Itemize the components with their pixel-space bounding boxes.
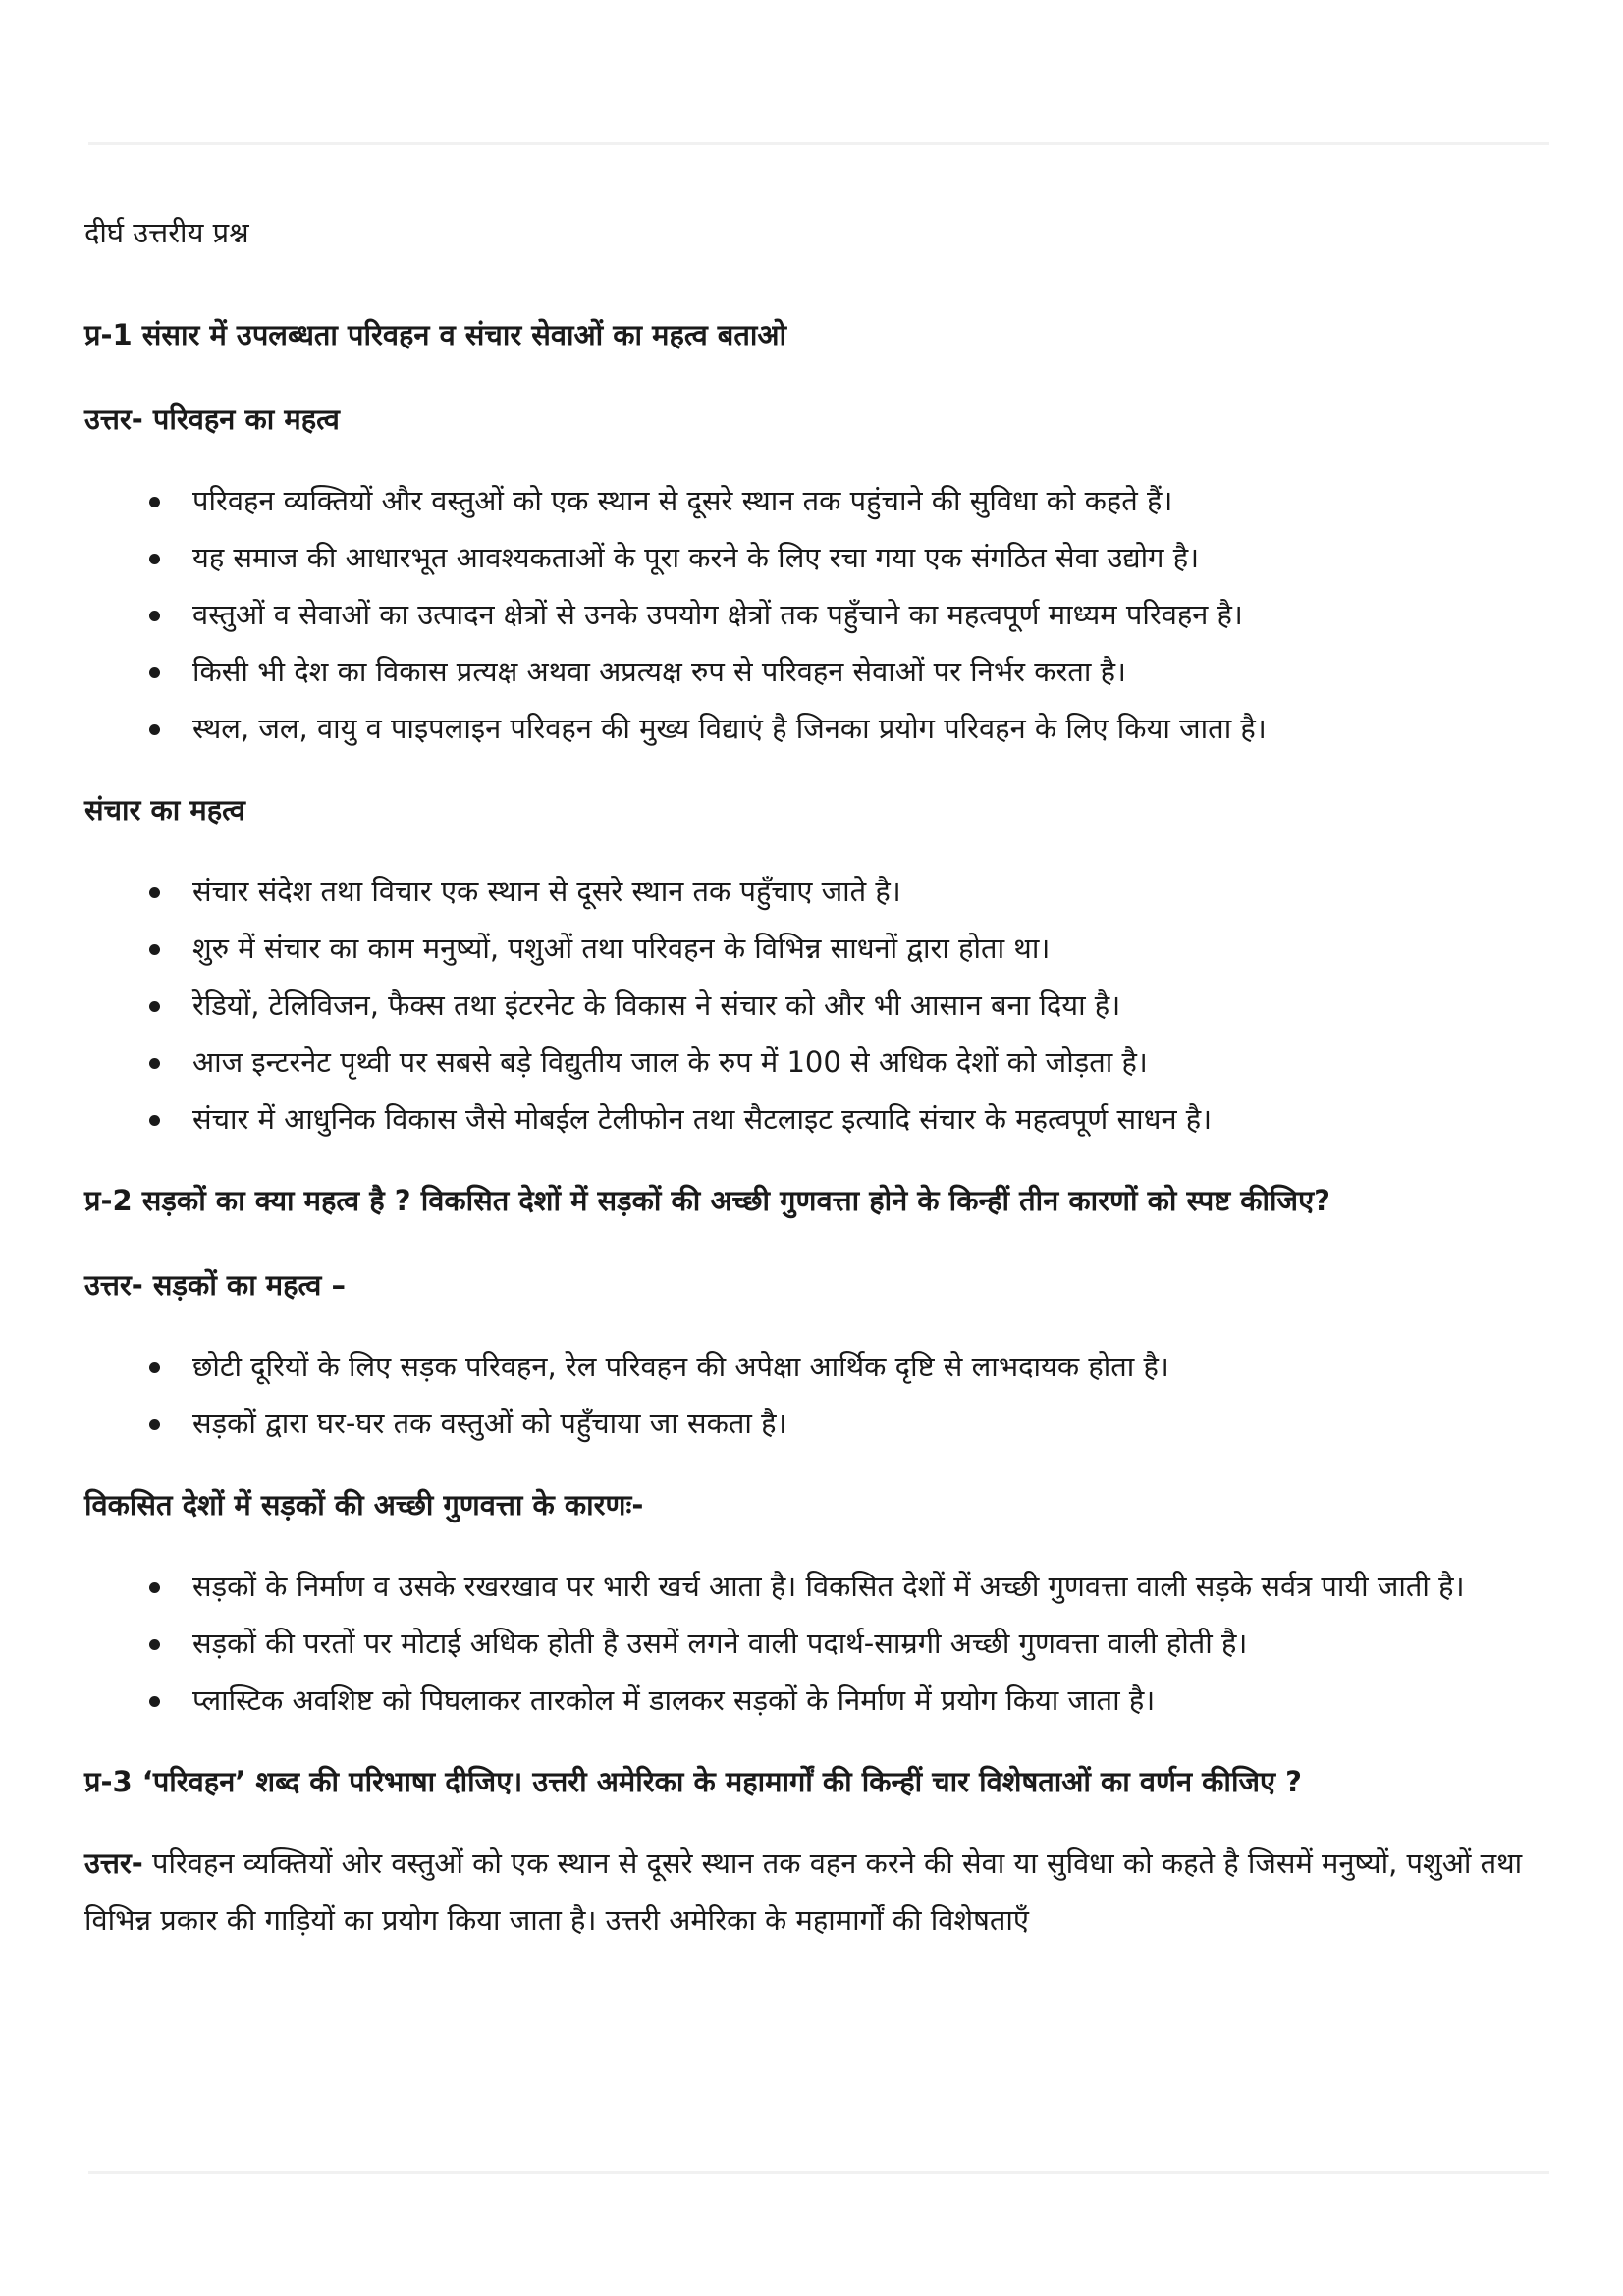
list-item: सड़कों की परतों पर मोटाई अधिक होती है उसमें लगने वाली पदार्थ-साम्रगी अच्छी गुणवत्ता वाली होती है।: [192, 1615, 1538, 1672]
list-item: छोटी दूरियों के लिए सड़क परिवहन, रेल परिवहन की अपेक्षा आर्थिक दृष्टि से लाभदायक होता है।: [192, 1338, 1538, 1395]
list-item: आज इन्टरनेट पृथ्वी पर सबसे बड़े विद्युतीय जाल के रुप में 100 से अधिक देशों को जोड़ता है।: [192, 1034, 1538, 1091]
answer-3-paragraph: [84, 1835, 1538, 1949]
list-item: संचार संदेश तथा विचार एक स्थान से दूसरे स्थान तक पहुँचाए जाते है।: [192, 863, 1538, 920]
road-importance-list: [84, 1338, 1538, 1452]
answer-3-text: परिवहन व्यक्तियों ओर वस्तुओं को एक स्थान से दूसरे स्थान तक वहन करने की सेवा या सुविधा को कहते है जिसमें मनुष्यों, पशुओं तथा विभिन्न प्रकार की गाड़ियों का प्रयोग किया जाता है। उत्तरी अमेरिका के महामार्गों की विशेषताएँ: [84, 1846, 1523, 1937]
question-3: प्र-3 ‘परिवहन’ शब्द की परिभाषा दीजिए। उत्तरी अमेरिका के महामार्गों की किन्हीं चार विशेषताओं का वर्णन कीजिए ?: [84, 1765, 1302, 1798]
list-item: सड़कों के निर्माण व उसके रखरखाव पर भारी खर्च आता है। विकसित देशों में अच्छी गुणवत्ता वाली सड़के सर्वत्र पायी जाती है।: [192, 1558, 1538, 1615]
question-1: प्र-1 संसार में उपलब्धता परिवहन व संचार सेवाओं का महत्व बताओ: [84, 318, 787, 351]
communication-heading: संचार का महत्व: [84, 793, 245, 827]
communication-importance-list: [84, 863, 1538, 1148]
list-item: संचार में आधुनिक विकास जैसे मोबईल टेलीफोन तथा सैटलाइट इत्यादि संचार के महत्वपूर्ण साधन है।: [192, 1091, 1538, 1148]
bottom-divider: [88, 2171, 1549, 2174]
transport-importance-list: [84, 472, 1538, 757]
list-item: रेडियों, टेलिविजन, फैक्स तथा इंटरनेट के विकास ने संचार को और भी आसान बना दिया है।: [192, 977, 1538, 1034]
list-item: परिवहन व्यक्तियों और वस्तुओं को एक स्थान से दूसरे स्थान तक पहुंचाने की सुविधा को कहते हैं।: [192, 472, 1538, 529]
answer-2-heading: उत्तर- सड़कों का महत्व –: [84, 1268, 346, 1302]
road-quality-reasons-heading: विकसित देशों में सड़कों की अच्छी गुणवत्ता के कारणः-: [84, 1488, 644, 1522]
list-item: यह समाज की आधारभूत आवश्यकताओं के पूरा करने के लिए रचा गया एक संगठित सेवा उद्योग है।: [192, 529, 1538, 586]
list-item: किसी भी देश का विकास प्रत्यक्ष अथवा अप्रत्यक्ष रुप से परिवहन सेवाओं पर निर्भर करता है।: [192, 643, 1538, 700]
road-quality-reasons-list: [84, 1558, 1538, 1729]
list-item: स्थल, जल, वायु व पाइपलाइन परिवहन की मुख्य विद्याएं है जिनका प्रयोग परिवहन के लिए किया जाता है।: [192, 700, 1538, 757]
section-title: दीर्घ उत्तरीय प्रश्न: [84, 216, 249, 249]
answer-1-heading: उत्तर- परिवहन का महत्व: [84, 402, 340, 436]
list-item: सड़कों द्वारा घर-घर तक वस्तुओं को पहुँचाया जा सकता है।: [192, 1395, 1538, 1452]
question-2: प्र-2 सड़कों का क्या महत्व है ? विकसित देशों में सड़कों की अच्छी गुणवत्ता होने के किन्हीं तीन कारणों को स्पष्ट कीजिए?: [84, 1184, 1330, 1217]
top-divider: [88, 142, 1549, 145]
list-item: वस्तुओं व सेवाओं का उत्पादन क्षेत्रों से उनके उपयोग क्षेत्रों तक पहुँचाने का महत्वपूर्ण माध्यम परिवहन है।: [192, 586, 1538, 643]
answer-3-label: उत्तर-: [84, 1846, 143, 1880]
list-item: शुरु में संचार का काम मनुष्यों, पशुओं तथा परिवहन के विभिन्न साधनों द्वारा होता था।: [192, 920, 1538, 977]
list-item: प्लास्टिक अवशिष्ट को पिघलाकर तारकोल में डालकर सड़कों के निर्माण में प्रयोग किया जाता है।: [192, 1672, 1538, 1729]
document-body: [84, 201, 1538, 1949]
